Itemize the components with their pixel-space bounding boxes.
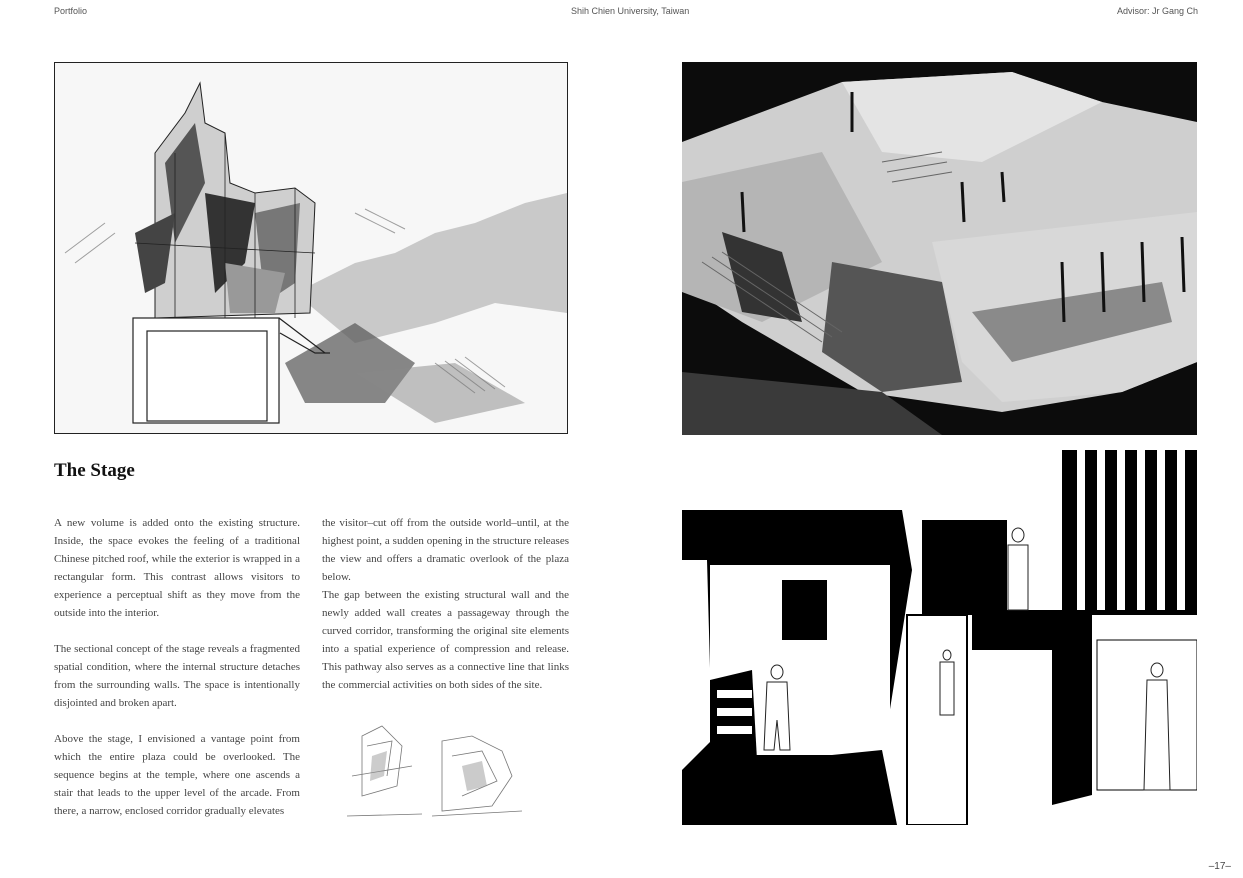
text-column-1 (54, 514, 300, 838)
section-title: The Stage (54, 460, 135, 481)
header-university: Shih Chien University, Taiwan (571, 6, 690, 16)
section-render-image (682, 450, 1197, 825)
paragraph: the visitor–cut off from the outside world–until, at the highest point, a sudden opening in the structure releases the view and offers a dramatic overlook of the plaza below. (322, 517, 569, 583)
paragraph: Above the stage, I envisioned a vantage point from which the entire plaza could be overlooked. The sequence begins at the temple, where one ascends a stair that leads to the upper level of the arcade. From there, a narrow, enclosed corridor gradually elevates (54, 733, 300, 817)
page-number: –17– (1208, 861, 1231, 872)
text-column-2 (322, 514, 569, 694)
header-advisor: Advisor: Jr Gang Ch (1116, 6, 1198, 16)
paragraph: The sectional concept of the stage reveals a fragmented spatial condition, where the internal structure detaches from the surrounding walls. The space is intentionally disjointed and broken apart. (54, 643, 300, 709)
pencil-sketch-image (54, 62, 568, 434)
concept-sketch-image (342, 716, 532, 824)
model-photograph (682, 62, 1197, 435)
paragraph: The gap between the existing structural wall and the newly added wall creates a passageway through the curved corridor, transforming the original site elements into a spatial experience of compression and release. This pathway also serves as a connective line that links the commercial activities on both sides of the site. (322, 589, 569, 691)
paragraph: A new volume is added onto the existing structure. Inside, the space evokes the feeling of a traditional Chinese pitched roof, while the exterior is wrapped in a rectangular form. This contrast allows visitors to experience a perceptual shift as they move from the outside into the interior. (54, 517, 300, 619)
header-portfolio: Portfolio (54, 6, 88, 16)
